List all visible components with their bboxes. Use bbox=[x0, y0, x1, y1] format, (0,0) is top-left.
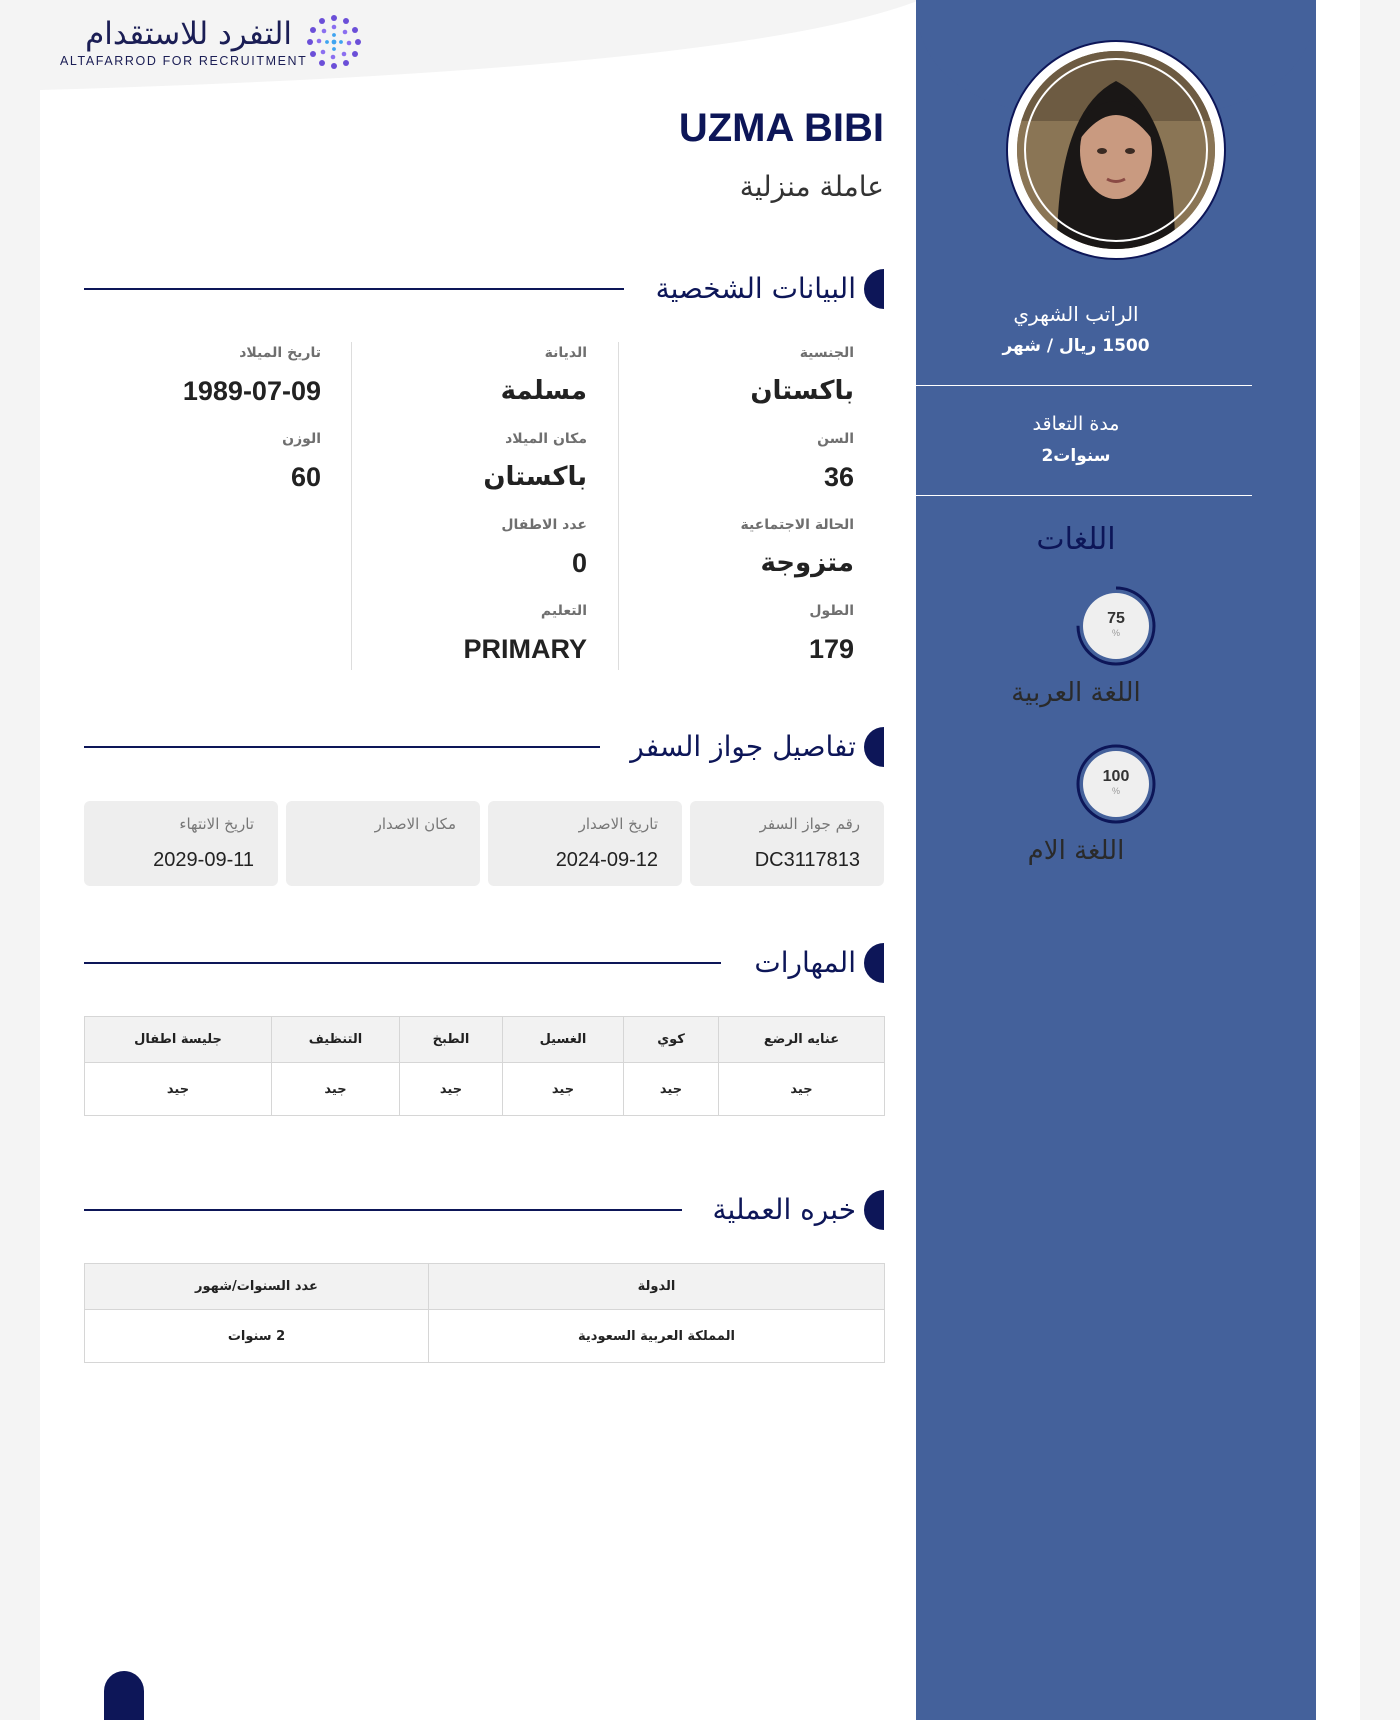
skill-header: الغسيل bbox=[503, 1017, 624, 1063]
section-rule bbox=[84, 288, 624, 290]
field-value: PRIMARY bbox=[463, 634, 587, 664]
section-title: البيانات الشخصية bbox=[655, 272, 856, 305]
salary-label: الراتب الشهري bbox=[1013, 302, 1139, 326]
section-experience bbox=[84, 1190, 884, 1230]
skill-rating: جيد bbox=[503, 1063, 624, 1116]
field-birth-place bbox=[347, 429, 587, 497]
page-tab bbox=[104, 1671, 144, 1720]
field-label: الحالة الاجتماعية bbox=[740, 517, 854, 533]
passport-expiry-card bbox=[84, 801, 278, 886]
skill-header: الطبخ bbox=[400, 1017, 503, 1063]
card-label: تاريخ الاصدار bbox=[578, 815, 658, 833]
experience-header: عدد السنوات/شهور bbox=[85, 1264, 429, 1310]
section-cap bbox=[864, 1190, 884, 1230]
table-header-row bbox=[85, 1017, 885, 1063]
table-row bbox=[85, 1310, 885, 1363]
section-title: خبره العملية bbox=[712, 1193, 856, 1226]
section-rule bbox=[84, 1209, 682, 1211]
card-value: 2024-09-12 bbox=[555, 849, 658, 871]
table-header-row bbox=[85, 1264, 885, 1310]
field-marital-status bbox=[614, 515, 854, 583]
brand-name-arabic: التفرد للاستقدام bbox=[85, 16, 292, 52]
field-nationality bbox=[614, 343, 854, 411]
section-title: تفاصيل جواز السفر bbox=[630, 730, 856, 763]
arabic-level-value: 75 bbox=[1107, 610, 1125, 627]
field-value: 60 bbox=[290, 462, 321, 492]
contract-value: 2سنوات bbox=[1041, 446, 1111, 466]
field-value: 179 bbox=[808, 634, 854, 664]
section-cap bbox=[864, 727, 884, 767]
field-label: الطول bbox=[809, 603, 854, 619]
percent-sign: % bbox=[1111, 786, 1120, 796]
skill-header: التنظيف bbox=[272, 1017, 400, 1063]
field-label: الديانة bbox=[544, 345, 587, 361]
brand-dots-icon bbox=[306, 14, 362, 70]
field-weight bbox=[81, 429, 321, 497]
card-label: مكان الاصدار bbox=[374, 815, 456, 833]
section-rule bbox=[84, 962, 721, 964]
experience-table bbox=[84, 1263, 885, 1363]
field-value: مسلمة bbox=[500, 376, 587, 406]
field-label: الوزن bbox=[282, 431, 321, 447]
field-label: تاريخ الميلاد bbox=[239, 345, 321, 361]
card-label: تاريخ الانتهاء bbox=[179, 815, 254, 833]
field-value: متزوجة bbox=[760, 548, 854, 578]
field-religion bbox=[347, 343, 587, 411]
section-title: المهارات bbox=[754, 946, 856, 979]
column-divider bbox=[618, 342, 619, 670]
field-children bbox=[347, 515, 587, 583]
field-value: باكستان bbox=[750, 376, 854, 406]
brand-name-english: ALTAFARROD FOR RECRUITMENT bbox=[60, 54, 308, 68]
table-row bbox=[85, 1063, 885, 1116]
candidate-name: UZMA BIBI bbox=[678, 106, 884, 150]
section-rule bbox=[84, 746, 600, 748]
skill-header: جليسة اطفال bbox=[85, 1017, 272, 1063]
field-birth-date bbox=[81, 343, 321, 411]
experience-duration: 2 سنوات bbox=[85, 1310, 429, 1363]
section-passport bbox=[84, 727, 884, 767]
percent-sign: % bbox=[1111, 628, 1120, 638]
section-cap bbox=[864, 943, 884, 983]
field-height bbox=[614, 601, 854, 669]
section-skills bbox=[84, 943, 884, 983]
field-value: 0 bbox=[571, 548, 587, 578]
side-divider bbox=[900, 385, 1252, 386]
card-value: DC3117813 bbox=[754, 849, 860, 871]
skill-header: عنايه الرضع bbox=[719, 1017, 885, 1063]
column-divider bbox=[351, 342, 352, 670]
skill-header: كوي bbox=[624, 1017, 719, 1063]
field-label: السن bbox=[817, 431, 854, 447]
skill-rating: جيد bbox=[624, 1063, 719, 1116]
side-divider bbox=[900, 495, 1252, 496]
passport-issue-date-card bbox=[488, 801, 682, 886]
native-level-value: 100 bbox=[1102, 768, 1130, 785]
language-arabic: اللغة العربية bbox=[1011, 678, 1141, 708]
skill-rating: جيد bbox=[85, 1063, 272, 1116]
salary-value: 1500 ريال / شهر bbox=[1002, 336, 1150, 356]
job-title: عاملة منزلية bbox=[739, 170, 884, 203]
card-label: رقم جواز السفر bbox=[759, 815, 860, 833]
field-label: مكان الميلاد bbox=[505, 431, 587, 447]
field-age bbox=[614, 429, 854, 497]
candidate-photo bbox=[1006, 40, 1226, 260]
company-logo bbox=[60, 14, 360, 74]
card-value: 2029-09-11 bbox=[153, 849, 254, 871]
experience-country: المملكة العربية السعودية bbox=[429, 1310, 885, 1363]
field-value: 36 bbox=[823, 462, 854, 492]
languages-title: اللغات bbox=[1036, 522, 1116, 557]
skills-table bbox=[84, 1016, 885, 1116]
passport-issue-place-card bbox=[286, 801, 480, 886]
field-education bbox=[347, 601, 587, 669]
field-label: الجنسية bbox=[799, 345, 854, 361]
passport-number-card bbox=[690, 801, 884, 886]
skill-rating: جيد bbox=[272, 1063, 400, 1116]
section-personal bbox=[84, 269, 884, 309]
skill-rating: جيد bbox=[719, 1063, 885, 1116]
photo-ring bbox=[1024, 58, 1208, 242]
field-label: عدد الاطفال bbox=[501, 517, 587, 533]
experience-header: الدولة bbox=[429, 1264, 885, 1310]
field-value: 1989-07-09 bbox=[182, 376, 321, 406]
field-value: باكستان bbox=[483, 462, 587, 492]
section-cap bbox=[864, 269, 884, 309]
skill-rating: جيد bbox=[400, 1063, 503, 1116]
field-label: التعليم bbox=[540, 603, 587, 619]
contract-label: مدة التعاقد bbox=[1032, 413, 1120, 435]
language-native: اللغة الام bbox=[1027, 836, 1125, 866]
